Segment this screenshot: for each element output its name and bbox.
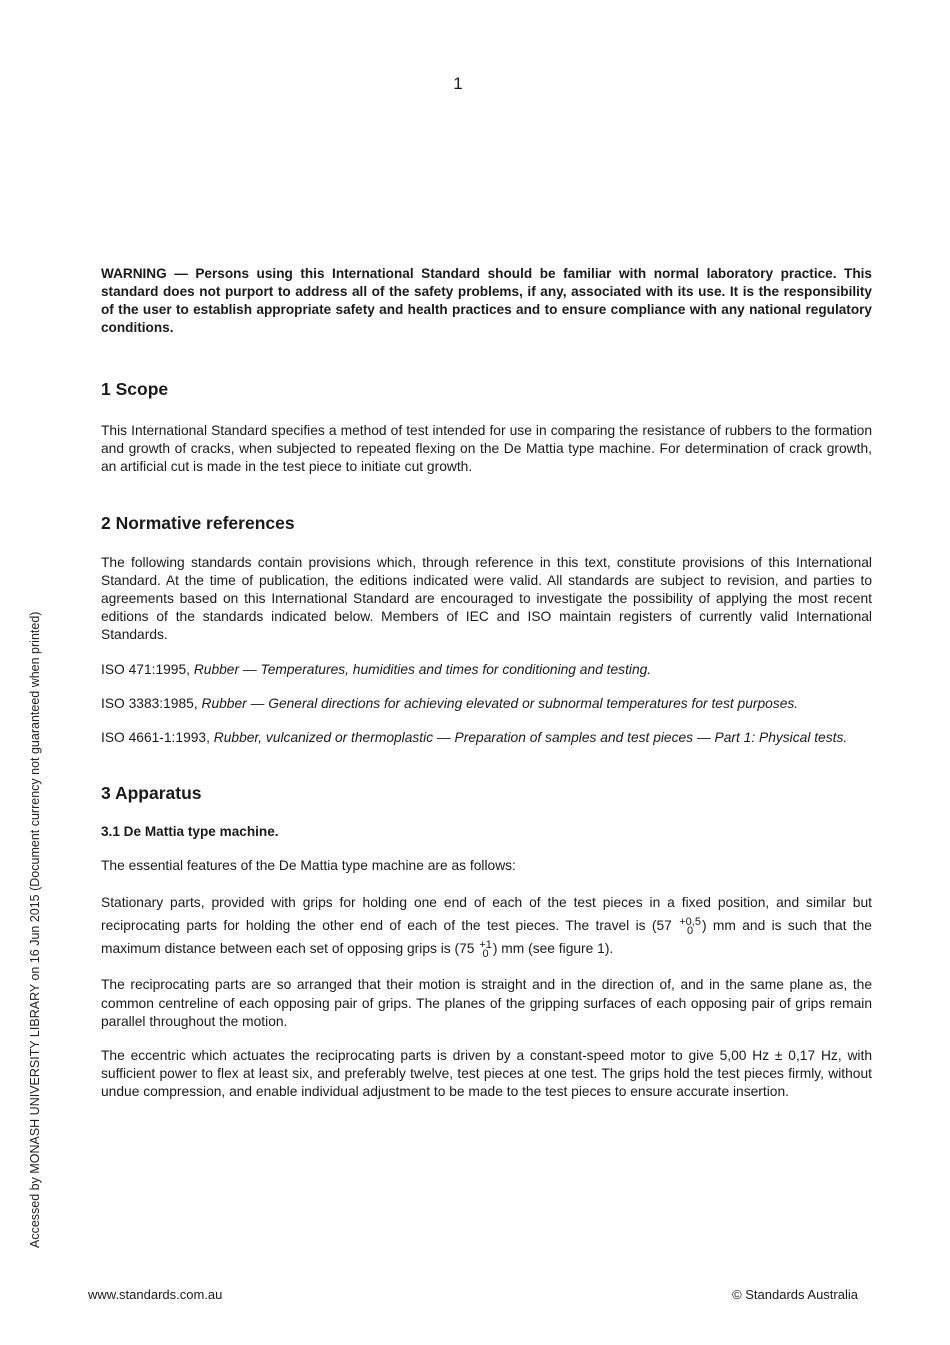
reference-code: ISO 4661-1:1993,: [101, 730, 214, 746]
tolerance-upper: +1: [479, 938, 492, 951]
reference-code: ISO 471:1995,: [101, 661, 194, 677]
reference-title: Rubber, vulcanized or thermoplastic — Preparation of samples and test pieces — Part 1: Physical tests.: [213, 730, 848, 746]
safety-warning: WARNING — Persons using this International Standard should be familiar with normal laboratory practice. This standard does not purport to address all of the safety problems, if any, associated with its use. It is the responsibility of the user to establish appropriate safety and health practices and to ensure compliance with any national regulatory conditions.: [101, 266, 872, 335]
footer-copyright: © Standards Australia: [732, 1287, 858, 1302]
reference-title: Rubber — General directions for achieving elevated or subnormal temperatures for test purposes.: [201, 695, 799, 711]
scope-text: This International Standard specifies a method of test intended for use in comparing the resistance of rubbers to the formation and growth of cracks, when subjected to repeated flexing on the De Mattia type machine. For determination of crack growth, an artificial cut is made in the test piece to initiate cut growth.: [101, 423, 872, 475]
reciprocating-text: The reciprocating parts are so arranged that their motion is straight and in the direction of, and in the same plane as, the common centreline of each opposing pair of grips. The planes of the gripping surfaces of each opposing pair of grips remain parallel throughout the motion.: [101, 977, 872, 1029]
stationary-part1: Stationary parts, provided with grips for holding one end of each of the test pieces in a fixed position, and similar but reciprocating parts for holding the other end of each of the test pieces. The travel is (57: [101, 895, 872, 934]
section-scope-heading: 1 Scope: [101, 379, 169, 399]
page-number: 1: [453, 74, 463, 93]
access-watermark: Accessed by MONASH UNIVERSITY LIBRARY on 16 Jun 2015 (Document currency not guaranteed when printed): [28, 611, 42, 1248]
travel-tolerance: [679, 915, 701, 937]
subsection-heading: 3.1 De Mattia type machine.: [101, 824, 279, 840]
normative-intro: The following standards contain provisions which, through reference in this text, constitute provisions of this International Standard. At the time of publication, the editions indicated were valid. All standards are subject to revision, and parties to agreements based on this International Standard are encouraged to investigate the possibility of applying the most recent editions of the standards indicated below. Members of IEC and ISO maintain registers of currently valid International Standards.: [101, 554, 872, 643]
reference-item: [101, 729, 872, 747]
footer-website: www.standards.com.au: [88, 1287, 223, 1302]
reference-title: Rubber — Temperatures, humidities and times for conditioning and testing.: [193, 661, 652, 677]
reference-item: [101, 695, 872, 713]
document-body: [101, 265, 872, 1102]
stationary-parts-text: [101, 891, 872, 960]
section-apparatus-heading: 3 Apparatus: [101, 783, 202, 804]
eccentric-text: The eccentric which actuates the reciprocating parts is driven by a constant-speed motor to give 5,00 Hz ± 0,17 Hz, with sufficient power to flex at least six, and preferably twelve, test pieces at one test. The grips hold the test pieces firmly, without undue compression, and enable individual adjustment to be made to the test pieces to ensure accurate insertion.: [101, 1048, 872, 1100]
tolerance-upper: +0,5: [679, 915, 701, 928]
section-normative-heading: 2 Normative references: [101, 512, 295, 533]
stationary-part2: ) mm and is such that the maximum distance between each set of opposing grips is (75: [101, 918, 872, 957]
reference-item: [101, 661, 872, 679]
reference-code: ISO 3383:1985,: [101, 695, 202, 711]
apparatus-intro: The essential features of the De Mattia type machine are as follows:: [101, 858, 516, 874]
stationary-part3: ) mm (see figure 1).: [492, 941, 614, 957]
tolerance-lower: 0: [687, 924, 694, 937]
tolerance-lower: 0: [482, 947, 489, 960]
distance-tolerance: [479, 938, 492, 960]
